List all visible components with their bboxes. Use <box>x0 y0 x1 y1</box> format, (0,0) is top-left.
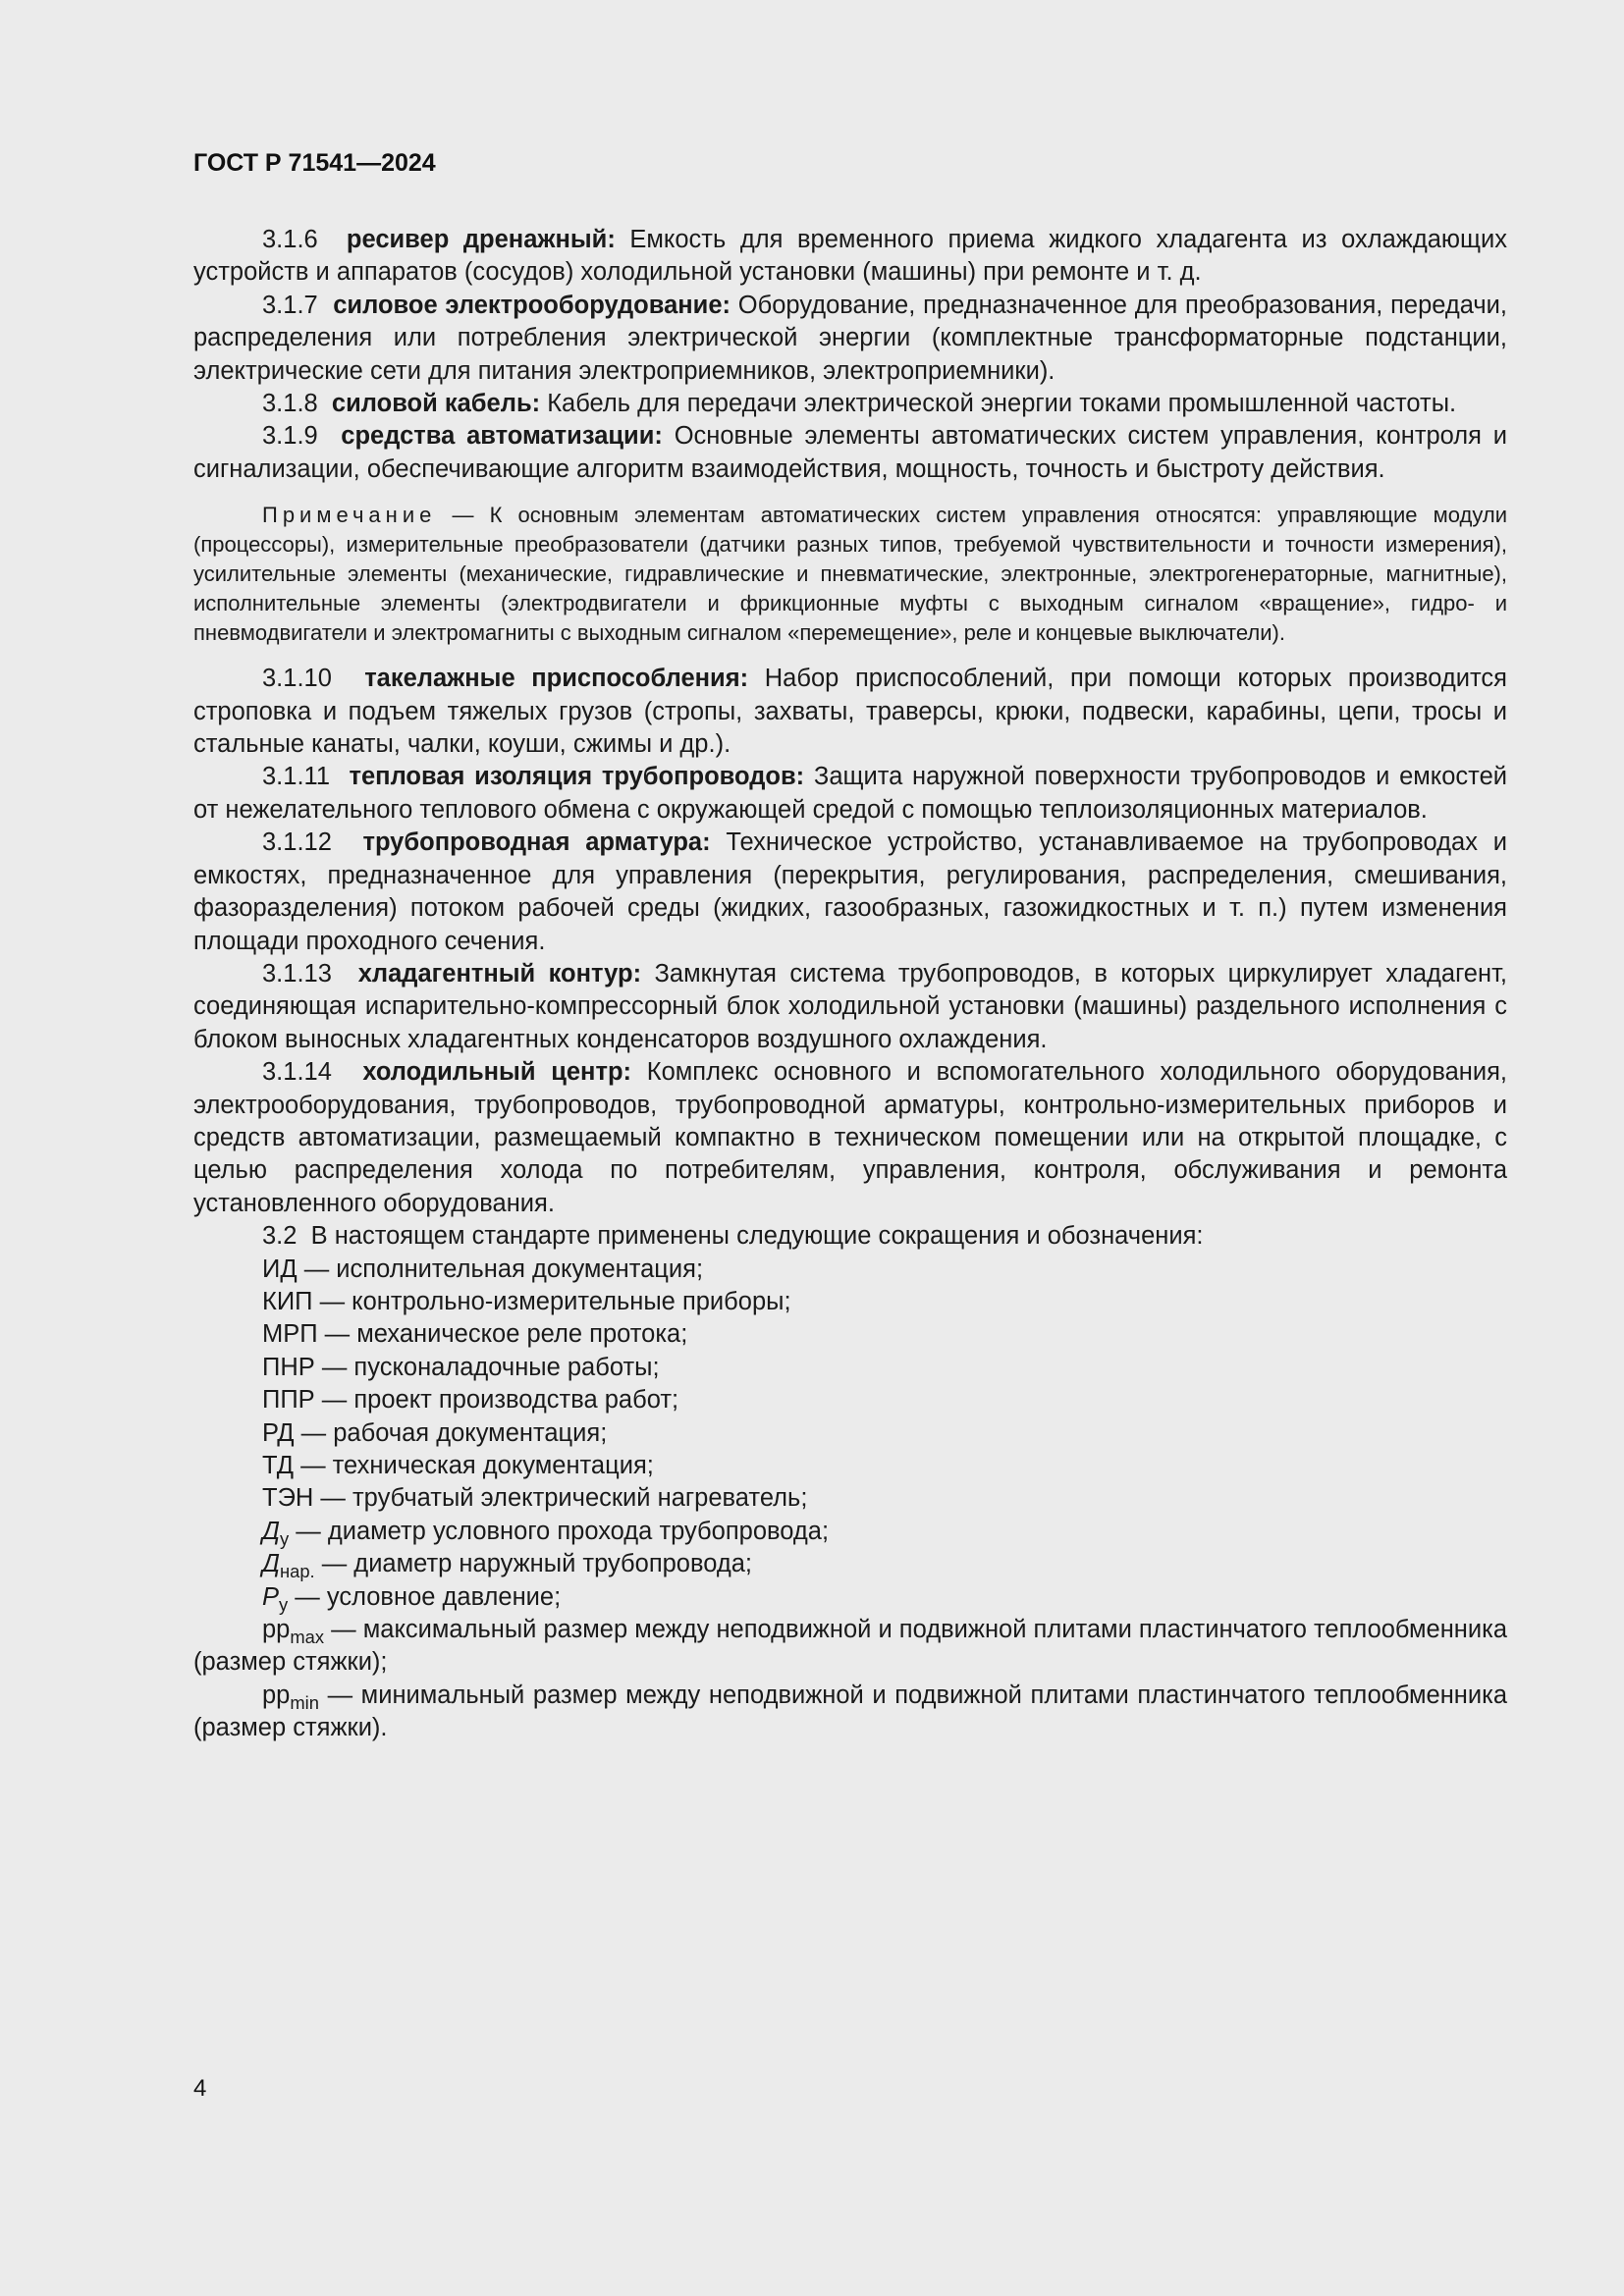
definition-text: Защита наружной поверхности трубопроводов и емкостей от нежелательного теплового обмена с окружающей средой с помощью теплоизоляционных материалов. <box>193 763 1507 824</box>
definition-text: Комплекс основного и вспомогательного холодильного оборудования, электрооборудования, трубопроводов, трубопроводной арматуры, контрольно-измерительных приборов и средств автоматизации, размещаемый компактно в техническом помещении или на открытой площадке, с целью распределения холода по потребителям, управления, контроля, обслуживания и ремонта установленного оборудования. <box>193 1058 1507 1217</box>
section-number: 3.2 <box>262 1222 298 1251</box>
document-header: ГОСТ Р 71541—2024 <box>193 149 436 177</box>
definition-3-1-11 <box>193 761 1507 827</box>
definition-term: такелажные приспособления: <box>364 665 749 693</box>
definition-text: Техническое устройство, устанавливаемое на трубопроводах и емкостях, предназначенное для управления (перекрытия, регулирования, распределения, смешивания, фазоразделения) потоком рабочей среды (жидких, газообразных, газожидкостных и т. п.) путем изменения площади проходного сечения. <box>193 828 1507 955</box>
definition-number: 3.1.10 <box>262 665 332 693</box>
abbreviation: ПНР <box>262 1353 315 1381</box>
symbol-meaning: — диаметр условного прохода трубопровода; <box>289 1517 830 1545</box>
definition-number: 3.1.9 <box>262 422 318 451</box>
definition-term: силовой кабель: <box>331 390 541 418</box>
definition-text: Кабель для передачи электрической энергии токами промышленной частоты. <box>540 390 1457 418</box>
definition-term: трубопроводная арматура: <box>362 828 711 857</box>
definition-text: Набор приспособлений, при помощи которых производится строповка и подъем тяжелых грузов (стропы, захваты, траверсы, крюки, подвески, карабины, цепи, тросы и стальные канаты, чалки, коуши, сжимы и др.). <box>193 665 1507 759</box>
definition-number: 3.1.8 <box>262 390 318 418</box>
abbreviation-item <box>262 1384 1507 1416</box>
definition-text: Основные элементы автоматических систем управления, контроля и сигнализации, обеспечивающие алгоритм взаимодействия, мощность, точность и быстроту действия. <box>193 422 1508 483</box>
symbol-base: pp <box>262 1681 291 1709</box>
document-body <box>193 224 1507 1745</box>
note-block <box>193 501 1507 648</box>
definition-term: тепловая изоляция трубопроводов: <box>349 763 805 791</box>
definition-number: 3.1.7 <box>262 291 318 319</box>
note-text: — К основным элементам автоматических систем управления относятся: управляющие модули (процессоры), измерительные преобразователи (датчики разных типов, требуемой чувствительности и точности измерения), усилительные элементы (механические, гидравлические и пневматические, электронные, электрогенераторные, магнитные), исполнительные элементы (электродвигатели и фрикционные муфты с выходным сигналом «вращение», гидро- и пневмодвигатели и электромагниты с выходным сигналом «перемещение», реле и концевые выключатели). <box>193 503 1507 646</box>
definition-3-1-6 <box>193 224 1507 290</box>
symbol-meaning: — максимальный размер между неподвижной и подвижной плитами пластинчатого теплообменника (размер стяжки); <box>193 1616 1507 1677</box>
abbreviation-meaning: — исполнительная документация; <box>297 1255 704 1283</box>
abbreviation-item <box>262 1318 1507 1351</box>
definition-3-1-13 <box>193 958 1507 1056</box>
abbreviation-meaning: — механическое реле протока; <box>317 1320 688 1349</box>
symbol-meaning: — условное давление; <box>288 1582 562 1611</box>
definition-3-1-8 <box>193 388 1507 420</box>
symbol-item <box>262 1548 1507 1580</box>
abbreviation-item <box>262 1254 1507 1286</box>
symbol-subscript: min <box>290 1691 319 1713</box>
symbol-meaning: — минимальный размер между неподвижной и подвижной плитами пластинчатого теплообменника (размер стяжки). <box>193 1681 1507 1742</box>
symbol-item <box>262 1581 1507 1614</box>
definition-term: холодильный центр: <box>362 1058 632 1087</box>
abbreviation-meaning: — трубчатый электрический нагреватель; <box>313 1484 808 1513</box>
symbol-subscript: нар. <box>279 1561 315 1582</box>
definition-number: 3.1.11 <box>262 763 331 791</box>
abbreviation: ТД <box>262 1452 294 1479</box>
symbol-base: pp <box>262 1616 291 1644</box>
definition-number: 3.1.13 <box>262 959 332 988</box>
definition-term: ресивер дренажный: <box>346 226 616 253</box>
abbreviation: ППР <box>262 1386 315 1415</box>
symbol-base: P <box>262 1582 280 1611</box>
abbreviation-item <box>262 1450 1507 1482</box>
definition-term: силовое электрооборудование: <box>333 291 731 319</box>
definition-term: хладагентный контур: <box>357 959 642 988</box>
abbreviation-meaning: — рабочая документация; <box>294 1418 608 1447</box>
symbol-meaning: — диаметр наружный трубопровода; <box>314 1550 753 1578</box>
abbreviation: КИП <box>262 1287 313 1315</box>
section-intro-text: В настоящем стандарте применены следующие сокращения и обозначения: <box>310 1222 1204 1251</box>
symbol-subscript: у <box>279 1593 289 1615</box>
abbreviation-item <box>262 1286 1507 1318</box>
abbreviation-meaning: — пусконаладочные работы; <box>314 1353 660 1381</box>
symbol-subscript: у <box>279 1527 290 1549</box>
definition-3-1-7 <box>193 290 1507 388</box>
definition-text: Замкнутая система трубопроводов, в которых циркулирует хладагент, соединяющая испарительно-компрессорный блок холодильной установки (машины) раздельного исполнения с блоком выносных хладагентных конденсаторов воздушного охлаждения. <box>193 959 1508 1053</box>
definition-text: Емкость для временного приема жидкого хладагента из охлаждающих устройств и аппаратов (сосудов) холодильной установки (машины) при ремонте и т. д. <box>193 226 1507 287</box>
abbreviation-item <box>262 1352 1507 1384</box>
section-3-2-intro <box>193 1220 1507 1253</box>
abbreviation: ИД <box>262 1255 298 1283</box>
definition-3-1-9 <box>193 420 1507 486</box>
definition-text: Оборудование, предназначенное для преобразования, передачи, распределения или потребления электрической энергии (комплектные трансформаторные подстанции, электрические сети для питания электроприемников, электроприемники). <box>193 291 1508 385</box>
definition-3-1-10 <box>193 663 1507 761</box>
definition-term: средства автоматизации: <box>341 422 663 451</box>
definition-number: 3.1.6 <box>262 226 318 253</box>
definition-number: 3.1.12 <box>262 828 332 857</box>
page-number: 4 <box>193 2075 207 2102</box>
note-label: Примечание <box>262 503 437 528</box>
abbreviation: МРП <box>262 1320 318 1349</box>
symbol-base: Д <box>262 1550 280 1578</box>
abbreviation-meaning: — контрольно-измерительные приборы; <box>312 1287 791 1315</box>
abbreviation-item <box>262 1482 1507 1515</box>
definition-3-1-14 <box>193 1056 1507 1220</box>
symbol-item <box>262 1516 1507 1548</box>
definition-number: 3.1.14 <box>262 1058 332 1087</box>
symbol-subscript: max <box>290 1627 325 1648</box>
symbol-base: Д <box>262 1517 280 1545</box>
abbreviation: РД <box>262 1418 295 1447</box>
abbreviation-item <box>262 1417 1507 1450</box>
abbreviation-meaning: — проект производства работ; <box>314 1386 679 1415</box>
symbol-item <box>193 1680 1507 1745</box>
abbreviation: ТЭН <box>262 1484 314 1513</box>
definition-3-1-12 <box>193 827 1507 958</box>
symbol-item <box>193 1614 1507 1680</box>
abbreviation-meaning: — техническая документация; <box>294 1452 654 1479</box>
